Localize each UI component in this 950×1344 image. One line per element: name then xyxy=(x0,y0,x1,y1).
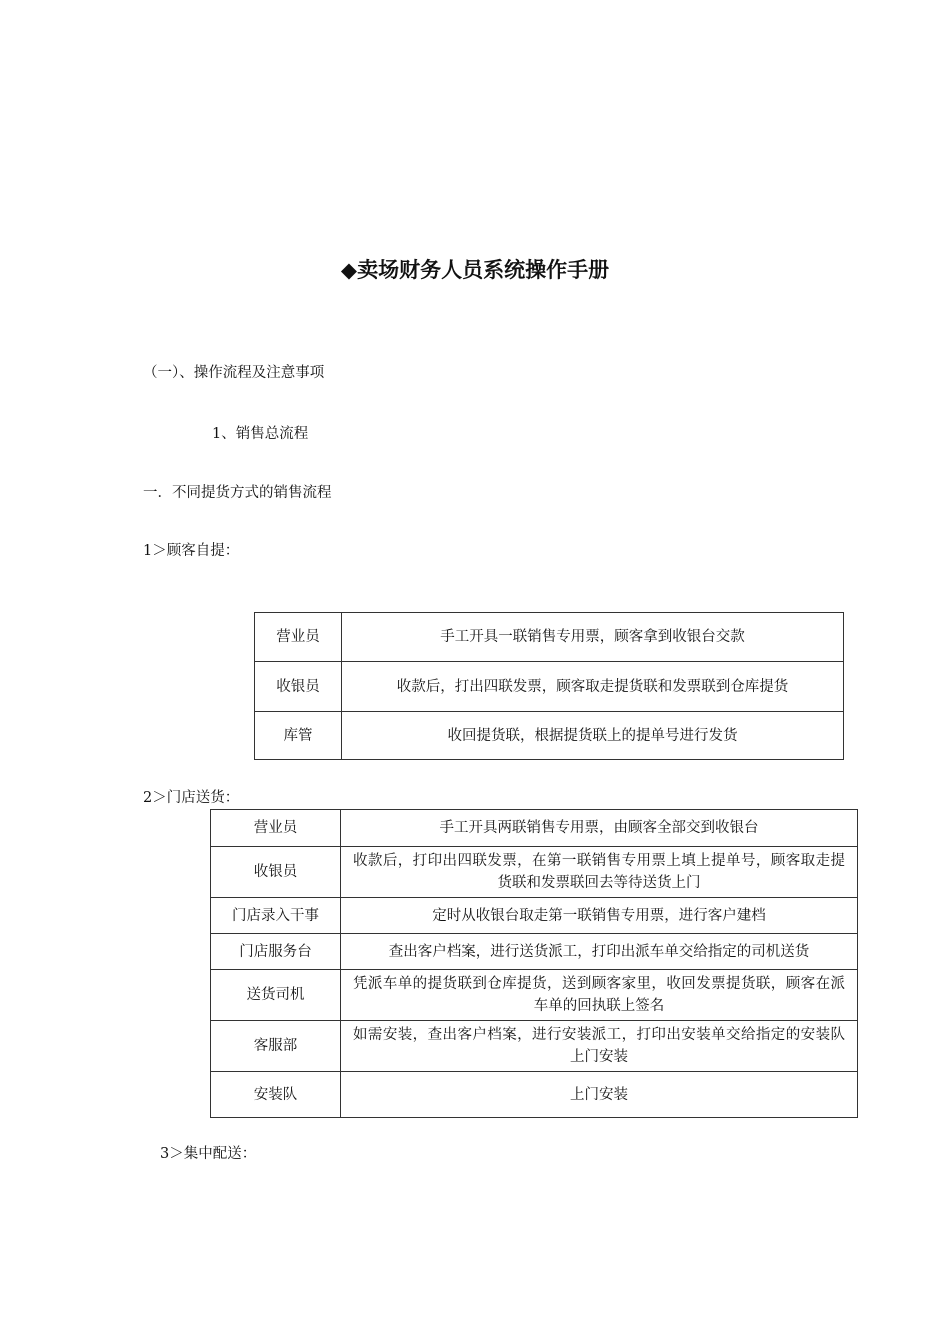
desc-cell: 手工开具两联销售专用票，由顾客全部交到收银台 xyxy=(341,810,858,847)
desc-cell: 手工开具一联销售专用票，顾客拿到收银台交款 xyxy=(342,613,844,662)
desc-cell: 查出客户档案，进行送货派工，打印出派车单交给指定的司机送货 xyxy=(341,934,858,970)
self-pickup-table xyxy=(254,612,844,760)
case1-heading: 1＞顾客自提： xyxy=(143,543,240,559)
desc-cell: 凭派车单的提货联到仓库提货，送到顾客家里，收回发票提货联，顾客在派车单的回执联上签名 xyxy=(341,970,858,1021)
table-row xyxy=(255,662,844,712)
desc-cell: 上门安装 xyxy=(341,1072,858,1118)
subsection-heading-2: 一．不同提货方式的销售流程 xyxy=(143,485,332,501)
role-cell: 营业员 xyxy=(211,810,341,847)
role-cell: 营业员 xyxy=(255,613,342,662)
desc-cell: 收回提货联，根据提货联上的提单号进行发货 xyxy=(342,712,844,760)
role-cell: 客服部 xyxy=(211,1021,341,1072)
table-row xyxy=(211,934,858,970)
role-cell: 门店录入干事 xyxy=(211,898,341,934)
store-delivery-table xyxy=(210,809,858,1118)
desc-cell: 如需安装，查出客户档案，进行安装派工，打印出安装单交给指定的安装队上门安装 xyxy=(341,1021,858,1072)
role-cell: 收银员 xyxy=(211,847,341,898)
case3-heading: 3＞集中配送： xyxy=(160,1146,257,1162)
desc-cell: 收款后，打印出四联发票，在第一联销售专用票上填上提单号，顾客取走提货联和发票联回去等待送货上门 xyxy=(341,847,858,898)
table-row xyxy=(211,1072,858,1118)
desc-cell: 收款后，打出四联发票，顾客取走提货联和发票联到仓库提货 xyxy=(342,662,844,712)
section-heading: （一）、操作流程及注意事项 xyxy=(143,365,325,381)
table-row xyxy=(211,970,858,1021)
table-row xyxy=(211,847,858,898)
page-title: ◆卖场财务人员系统操作手册 xyxy=(340,258,610,282)
table-row xyxy=(255,613,844,662)
table-row xyxy=(211,1021,858,1072)
table-row xyxy=(211,810,858,847)
desc-cell: 定时从收银台取走第一联销售专用票，进行客户建档 xyxy=(341,898,858,934)
subsection-heading: 1、销售总流程 xyxy=(212,426,309,442)
role-cell: 门店服务台 xyxy=(211,934,341,970)
role-cell: 收银员 xyxy=(255,662,342,712)
role-cell: 送货司机 xyxy=(211,970,341,1021)
role-cell: 库管 xyxy=(255,712,342,760)
table-row xyxy=(211,898,858,934)
case2-heading: 2＞门店送货： xyxy=(143,790,240,806)
table-row xyxy=(255,712,844,760)
role-cell: 安装队 xyxy=(211,1072,341,1118)
